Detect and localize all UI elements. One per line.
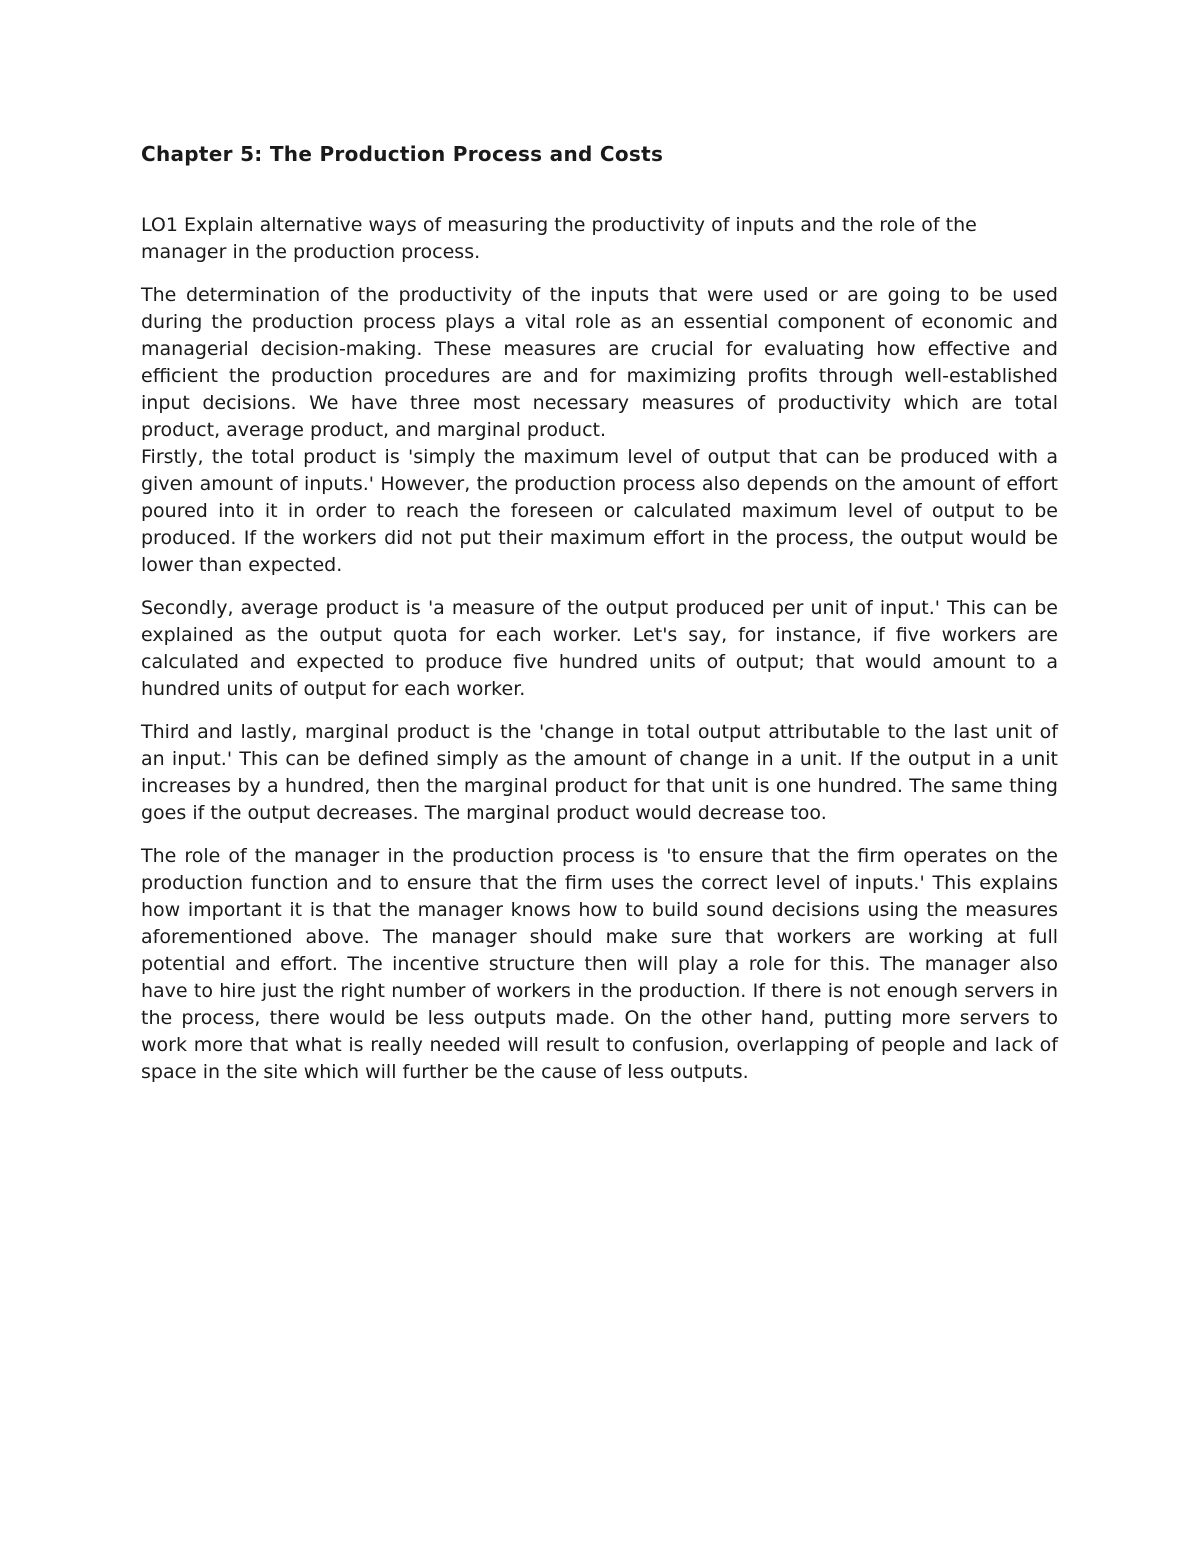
paragraph-total-product: Firstly, the total product is 'simply the maximum level of output that can be produced with a given amount of inputs.' However, the production process also depends on the amount of effort poured into it in order to reach the foreseen or calculated maximum level of output to be produced. If the workers did not put their maximum effort in the process, the output would be lower than expected.: [141, 446, 1058, 576]
paragraph-manager-role: The role of the manager in the production process is 'to ensure that the firm operates on the production function and to ensure that the firm uses the correct level of inputs.' This explains how important it is that the manager knows how to build sound decisions using the measures aforementioned above. The manager should make sure that workers are working at full potential and effort. The incentive structure then will play a role for this. The manager also have to hire just the right number of workers in the production. If there is not enough servers in the process, there would be less outputs made. On the other hand, putting more servers to work more that what is really needed will result to confusion, overlapping of people and lack of space in the site which will further be the cause of less outputs.: [141, 845, 1058, 1083]
paragraph-marginal-product: Third and lastly, marginal product is the 'change in total output attributable to the last unit of an input.' This can be defined simply as the amount of change in a unit. If the output in a unit increases by a hundred, then the marginal product for that unit is one hundred. The same thing goes if the output decreases. The marginal product would decrease too.: [141, 721, 1058, 824]
learning-objective: LO1 Explain alternative ways of measuring the productivity of inputs and the role of the manager in the production process.: [141, 214, 977, 263]
document-page: [141, 140, 1058, 1102]
paragraph-productivity-intro: The determination of the productivity of the inputs that were used or are going to be used during the production process plays a vital role as an essential component of economic and managerial decision-making. These measures are crucial for evaluating how effective and efficient the production procedures are and for maximizing profits through well-established input decisions. We have three most necessary measures of productivity which are total product, average product, and marginal product.: [141, 284, 1058, 441]
chapter-title: Chapter 5: The Production Process and Costs: [141, 142, 664, 166]
paragraph-average-product: Secondly, average product is 'a measure of the output produced per unit of input.' This can be explained as the output quota for each worker. Let's say, for instance, if five workers are calculated and expected to produce five hundred units of output; that would amount to a hundred units of output for each worker.: [141, 597, 1058, 700]
